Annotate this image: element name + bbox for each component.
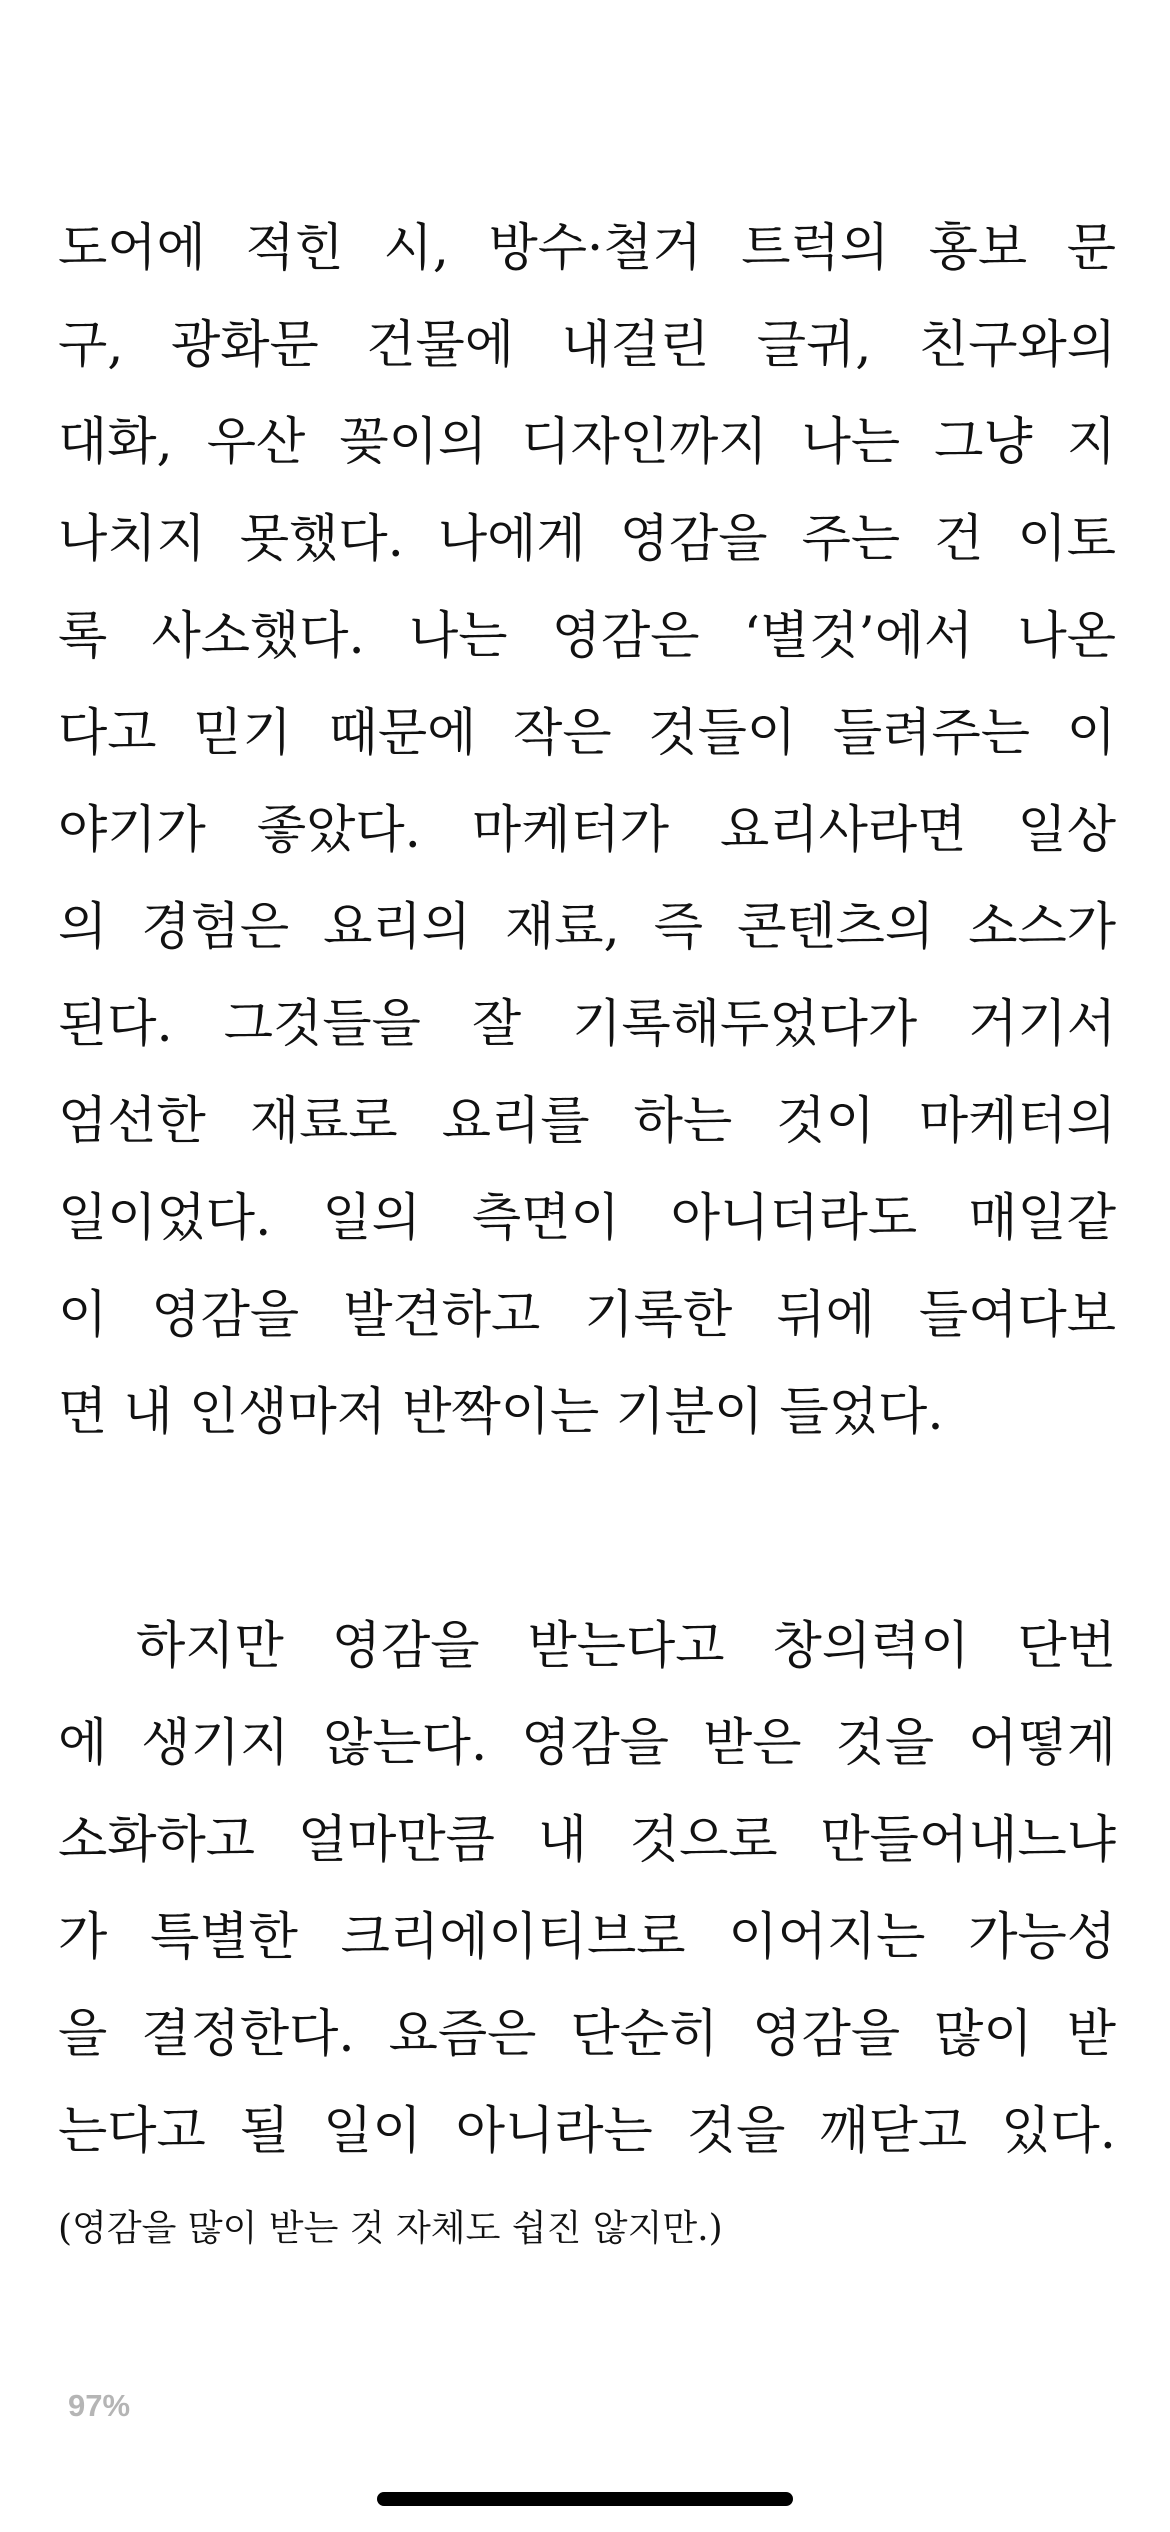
text-line: 에 생기지 않는다. 영감을 받은 것을 어떻게 <box>58 1714 1116 1773</box>
text-line: 야기가 좋았다. 마케터가 요리사라면 일상 <box>58 801 1116 860</box>
text-line: 대화, 우산 꽂이의 디자인까지 나는 그냥 지 <box>58 413 1116 472</box>
paragraph-1 <box>58 200 1116 1461</box>
text-line: 록 사소했다. 나는 영감은 ‘별것’에서 나온 <box>58 607 1116 666</box>
paragraph-2 <box>58 1598 1116 2180</box>
home-indicator[interactable] <box>377 2492 793 2506</box>
text-line: 을 결정한다. 요즘은 단순히 영감을 많이 받 <box>58 2005 1116 2064</box>
text-line: 이 영감을 발견하고 기록한 뒤에 들여다보 <box>58 1286 1116 1345</box>
text-line: 하지만 영감을 받는다고 창의력이 단번 <box>136 1617 1116 1676</box>
text-line: 가 특별한 크리에이티브로 이어지는 가능성 <box>58 1908 1116 1967</box>
reading-progress: 97% <box>68 2388 131 2423</box>
text-line: 도어에 적힌 시, 방수·철거 트럭의 홍보 문 <box>58 219 1116 278</box>
text-line: 나치지 못했다. 나에게 영감을 주는 건 이토 <box>58 510 1116 569</box>
text-line: 다고 믿기 때문에 작은 것들이 들려주는 이 <box>58 704 1116 763</box>
text-line: 소화하고 얼마만큼 내 것으로 만들어내느냐 <box>58 1811 1116 1870</box>
text-line: 면 내 인생마저 반짝이는 기분이 들었다. <box>58 1383 944 1442</box>
text-line: 엄선한 재료로 요리를 하는 것이 마케터의 <box>58 1092 1116 1151</box>
text-line: 된다. 그것들을 잘 기록해두었다가 거기서 <box>58 995 1116 1054</box>
footnote-text: (영감을 많이 받는 것 자체도 쉽진 않지만.) <box>58 2208 723 2249</box>
text-line: 는다고 될 일이 아니라는 것을 깨닫고 있다. <box>58 2102 1116 2161</box>
text-line: 의 경험은 요리의 재료, 즉 콘텐츠의 소스가 <box>58 898 1116 957</box>
text-line: 일이었다. 일의 측면이 아니더라도 매일같 <box>58 1189 1116 1248</box>
text-line: 구, 광화문 건물에 내걸린 글귀, 친구와의 <box>58 316 1116 375</box>
